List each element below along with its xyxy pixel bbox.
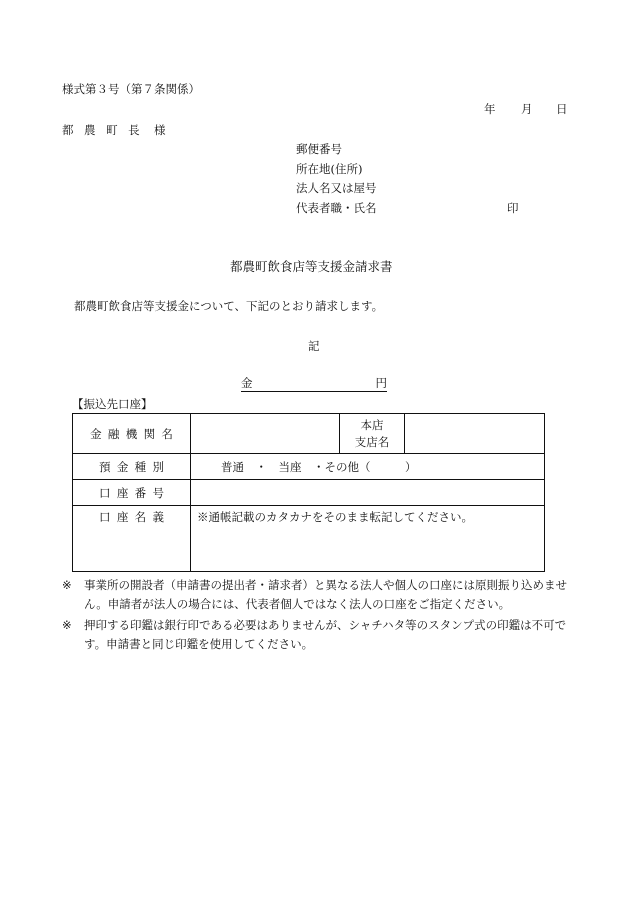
amount-line xyxy=(241,376,387,392)
account-holder-row xyxy=(73,506,545,572)
notes xyxy=(62,576,582,654)
document-title: 都農町飲食店等支援金請求書 xyxy=(230,259,393,274)
note-item xyxy=(62,616,582,654)
account-section-label: 【振込先口座】 xyxy=(72,397,153,411)
amount-prefix: 金 xyxy=(241,376,253,390)
account-number-row xyxy=(73,480,545,506)
business-name-label: 法人名又は屋号 xyxy=(296,181,377,195)
addressee-honorific: 様 xyxy=(154,123,166,137)
branch-label: 本店 支店名 xyxy=(340,414,405,454)
note-text: 押印する印鑑は銀行印である必要はありませんが、シャチハタ等のスタンプ式の印鑑は不可です。申請書と同じ印鑑を使用してください。 xyxy=(84,618,567,651)
note-item xyxy=(62,576,582,614)
request-statement: 都農町飲食店等支援金について、下記のとおり請求します。 xyxy=(74,299,384,313)
addressee: 都 農 町 長 xyxy=(62,123,144,137)
bank-label: 金融機関名 xyxy=(73,414,191,454)
postal-code-label: 郵便番号 xyxy=(296,142,342,156)
address-label: 所在地(住所) xyxy=(296,162,363,176)
account-table xyxy=(72,413,545,572)
account-number-label: 口座番号 xyxy=(73,480,191,506)
bank-row xyxy=(73,414,545,454)
deposit-type-options[interactable]: 普通 ・ 当座 ・その他（ ） xyxy=(191,454,545,480)
seal-label: 印 xyxy=(507,201,519,215)
account-holder-field[interactable] xyxy=(191,506,545,572)
deposit-type-row xyxy=(73,454,545,480)
date-month-label: 月 xyxy=(521,102,533,116)
deposit-type-label: 預金種別 xyxy=(73,454,191,480)
note-mark: ※ xyxy=(62,578,72,592)
form-number: 様式第３号（第７条関係） xyxy=(62,82,200,96)
date-day-label: 日 xyxy=(556,102,568,116)
note-mark: ※ xyxy=(62,618,72,632)
branch-name-field[interactable] xyxy=(405,414,545,454)
account-holder-note: ※通帳記載のカタカナをそのまま転記してください。 xyxy=(197,510,473,524)
amount-suffix: 円 xyxy=(375,376,387,390)
note-text: 事業所の開設者（申請書の提出者・請求者）と異なる法人や個人の口座には原則振り込めません。申請者が法人の場合には、代表者個人ではなく法人の口座をご指定ください。 xyxy=(84,578,567,611)
account-holder-label: 口座名義 xyxy=(73,506,191,572)
account-number-field[interactable] xyxy=(191,480,545,506)
representative-label: 代表者職・氏名 xyxy=(296,201,377,215)
ki-label: 記 xyxy=(308,339,320,353)
bank-name-field[interactable] xyxy=(191,414,340,454)
date-year-label: 年 xyxy=(484,102,496,116)
